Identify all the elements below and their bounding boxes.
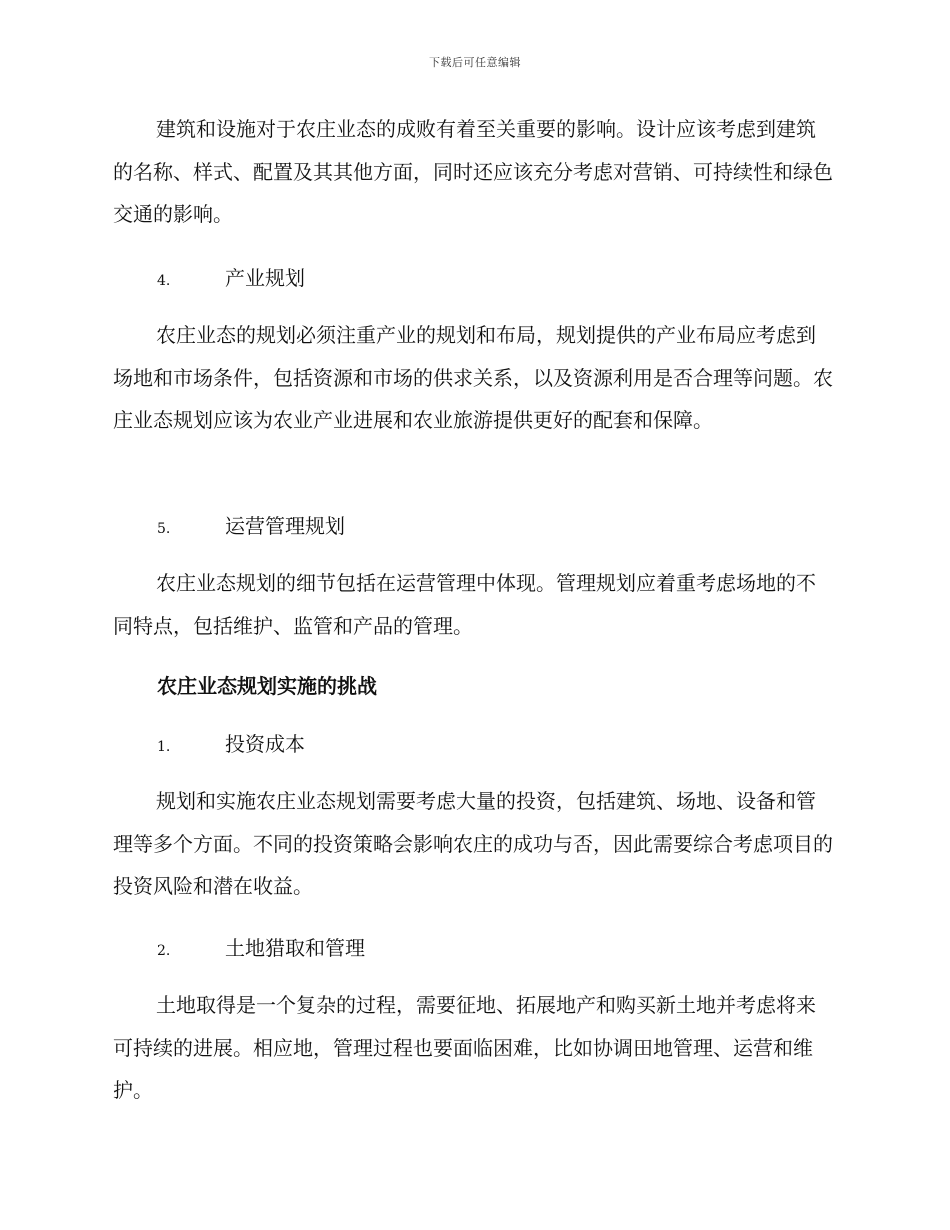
paragraph-buildings: 建筑和设施对于农庄业态的成败有着至关重要的影响。设计应该考虑到建筑的名称、样式、配置及其其他方面，同时还应该充分考虑对营销、可持续性和绿色交通的影响。 xyxy=(113,117,833,226)
list-number: 2. xyxy=(157,943,171,959)
page-header: 下载后可任意编辑 xyxy=(429,56,521,69)
list-item-label: 投资成本 xyxy=(225,732,305,756)
list-number: 5. xyxy=(157,521,171,537)
section-heading: 农庄业态规划实施的挑战 xyxy=(157,674,377,698)
paragraph-investment: 规划和实施农庄业态规划需要考虑大量的投资，包括建筑、场地、设备和管理等多个方面。不同的投资策略会影响农庄的成功与否，因此需要综合考虑项目的投资风险和潜在收益。 xyxy=(113,789,833,898)
paragraph-industry-planning: 农庄业态的规划必须注重产业的规划和布局，规划提供的产业布局应考虑到场地和市场条件，包括资源和市场的供求关系，以及资源利用是否合理等问题。农庄业态规划应该为农业产业进展和农业旅游提供更好的配套和保障。 xyxy=(113,323,833,432)
list-item-label: 土地猎取和管理 xyxy=(225,936,365,960)
list-number: 4. xyxy=(157,273,171,289)
list-item-label: 运营管理规划 xyxy=(225,514,345,538)
list-item-label: 产业规划 xyxy=(225,266,305,290)
list-item-land-acquisition xyxy=(157,934,365,962)
list-number: 1. xyxy=(157,739,171,755)
list-item-operations-planning xyxy=(157,512,345,540)
list-item-industry-planning xyxy=(157,264,305,292)
paragraph-land: 土地取得是一个复杂的过程，需要征地、拓展地产和购买新土地并考虑将来可持续的进展。相应地，管理过程也要面临困难，比如协调田地管理、运营和维护。 xyxy=(113,993,816,1102)
paragraph-operations: 农庄业态规划的细节包括在运营管理中体现。管理规划应着重考虑场地的不同特点，包括维护、监管和产品的管理。 xyxy=(113,571,816,638)
list-item-investment-cost xyxy=(157,730,305,758)
